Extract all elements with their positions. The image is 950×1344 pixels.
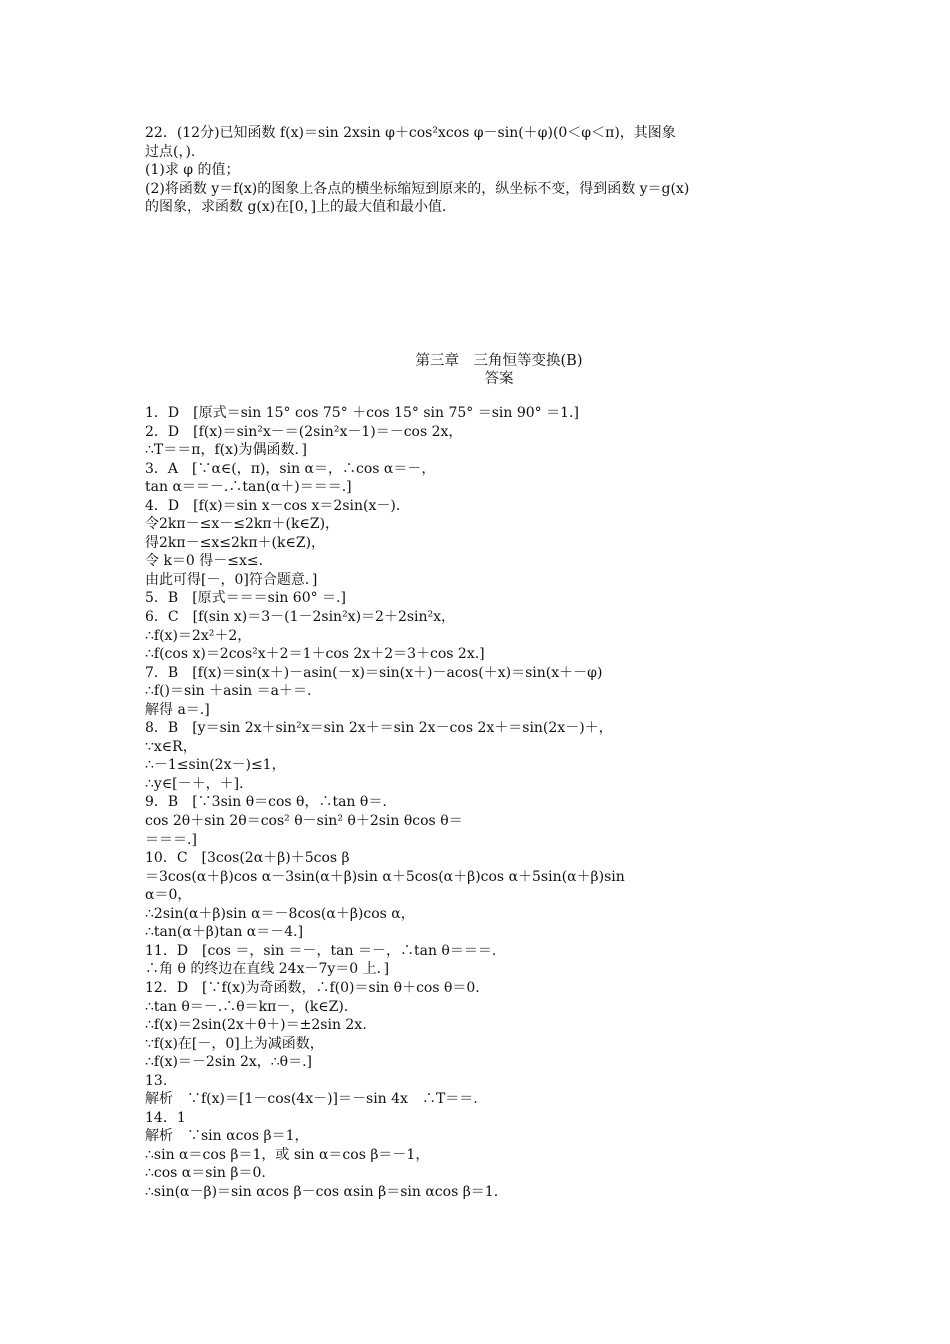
answer-line: ∴cos α＝sin β＝0.: [145, 1165, 266, 1182]
answer-list: [145, 404, 810, 1202]
answer-line: 3．A [∵α∈(，π)，sin α＝，∴cos α＝－，: [145, 460, 436, 477]
problem-line: 22．(12分)已知函数 f(x)＝sin 2xsin φ＋cos²xcos φ－sin(＋φ)(0＜φ＜π)，其图象: [145, 125, 676, 141]
answer-line: 14．1: [145, 1109, 186, 1126]
answer-line: ∴角 θ 的终边在直线 24x－7y＝0 上．]: [145, 961, 390, 978]
problem-line: (2)将函数 y＝f(x)的图象上各点的横坐标缩短到原来的，纵坐标不变，得到函数 y＝g(x): [145, 180, 690, 197]
answer-line: ∴－1≤sin(2x－)≤1，: [145, 757, 286, 774]
problem-line: 的图象，求函数 g(x)在[0，]上的最大值和最小值．: [145, 199, 457, 215]
answers-heading: 答案: [484, 371, 514, 387]
answer-line: 6．C [f(sin x)＝3－(1－2sin²x)＝2＋2sin²x，: [145, 609, 456, 626]
answer-line: 8．B [y＝sin 2x＋sin²x＝sin 2x＋＝sin 2x－cos 2x＋＝sin(2x－)＋，: [145, 720, 613, 737]
answer-line: 1．D [原式＝sin 15° cos 75° ＋cos 15° sin 75° ＝sin 90° ＝1.]: [145, 405, 579, 421]
answer-line: 令2kπ－≤x－≤2kπ＋(k∈Z)，: [145, 516, 340, 533]
answer-line: ∴f(x)＝－2sin 2x，∴θ＝.]: [145, 1054, 312, 1071]
answer-line: 令 k＝0 得－≤x≤.: [145, 553, 264, 570]
answer-line: 13.: [145, 1072, 168, 1089]
answer-line: 11．D [cos ＝，sin ＝－，tan ＝－，∴tan θ＝＝＝.: [145, 942, 497, 959]
answer-line: 10．C [3cos(2α＋β)＋5cos β: [145, 850, 350, 867]
answer-line: ∴sin α＝cos β＝1，或 sin α＝cos β＝－1，: [145, 1146, 430, 1163]
problem-line: 过点(，)．: [145, 143, 205, 160]
answer-line: ∴tan θ＝－.∴θ＝kπ－，(k∈Z)．: [145, 998, 358, 1015]
answer-line: 4．D [f(x)＝sin x－cos x＝2sin(x－)．: [145, 497, 410, 514]
answer-line: ∵x∈R，: [145, 738, 197, 755]
problem-line: (1)求 φ 的值；: [145, 162, 240, 178]
answer-line: 解得 a＝.]: [145, 701, 210, 718]
answer-line: ∴T＝＝π，f(x)为偶函数．]: [145, 442, 307, 459]
answer-line: ＝3cos(α＋β)cos α－3sin(α＋β)sin α＋5cos(α＋β)cos α＋5sin(α＋β)sin: [145, 868, 625, 885]
answer-line: ∴tan(α＋β)tan α＝－4.]: [145, 924, 304, 941]
answer-line: 9．B [∵3sin θ＝cos θ，∴tan θ＝.: [145, 794, 387, 811]
problem-22: [145, 124, 810, 217]
answer-line: ∴y∈[－＋，＋]．: [145, 775, 254, 792]
answer-line: 得2kπ－≤x≤2kπ＋(k∈Z)，: [145, 534, 326, 551]
answer-line: 解析 ∵f(x)＝[1－cos(4x－)]＝－sin 4x ∴T＝＝.: [145, 1091, 478, 1108]
chapter-title: 第三章 三角恒等变换(B): [415, 353, 583, 369]
answer-line: 由此可得[－，0]符合题意．]: [145, 571, 318, 588]
answer-line: ∴f()＝sin ＋asin ＝a＋＝.: [145, 683, 312, 700]
answer-line: 7．B [f(x)＝sin(x＋)－asin(－x)＝sin(x＋)－acos(＋x)＝sin(x＋－φ): [145, 664, 603, 681]
answer-line: ∴f(cos x)＝2cos²x＋2＝1＋cos 2x＋2＝3＋cos 2x.]: [145, 646, 485, 663]
answer-line: ∴2sin(α＋β)sin α＝－8cos(α＋β)cos α，: [145, 905, 415, 922]
chapter-header: [0, 352, 950, 388]
answer-line: 12．D [∵f(x)为奇函数，∴f(0)＝sin θ＋cos θ＝0.: [145, 979, 480, 996]
answer-line: 5．B [原式＝＝＝sin 60° ＝.]: [145, 590, 346, 607]
answer-line: 解析 ∵sin αcos β＝1，: [145, 1128, 309, 1145]
answer-line: tan α＝＝－.∴tan(α＋)＝＝＝.]: [145, 479, 352, 496]
answer-line: ∴sin(α－β)＝sin αcos β－cos αsin β＝sin αcos β＝1.: [145, 1183, 499, 1200]
answer-line: ∵f(x)在[－，0]上为减函数，: [145, 1035, 324, 1052]
answer-line: α＝0，: [145, 887, 192, 904]
answer-line: 2．D [f(x)＝sin²x－＝(2sin²x－1)＝－cos 2x，: [145, 423, 463, 440]
answer-line: ＝＝＝.]: [145, 831, 197, 848]
answer-line: ∴f(x)＝2sin(2x＋θ＋)＝±2sin 2x.: [145, 1017, 367, 1034]
answer-line: cos 2θ＋sin 2θ＝cos² θ－sin² θ＋2sin θcos θ＝: [145, 813, 463, 830]
answer-line: ∴f(x)＝2x²＋2，: [145, 627, 252, 644]
